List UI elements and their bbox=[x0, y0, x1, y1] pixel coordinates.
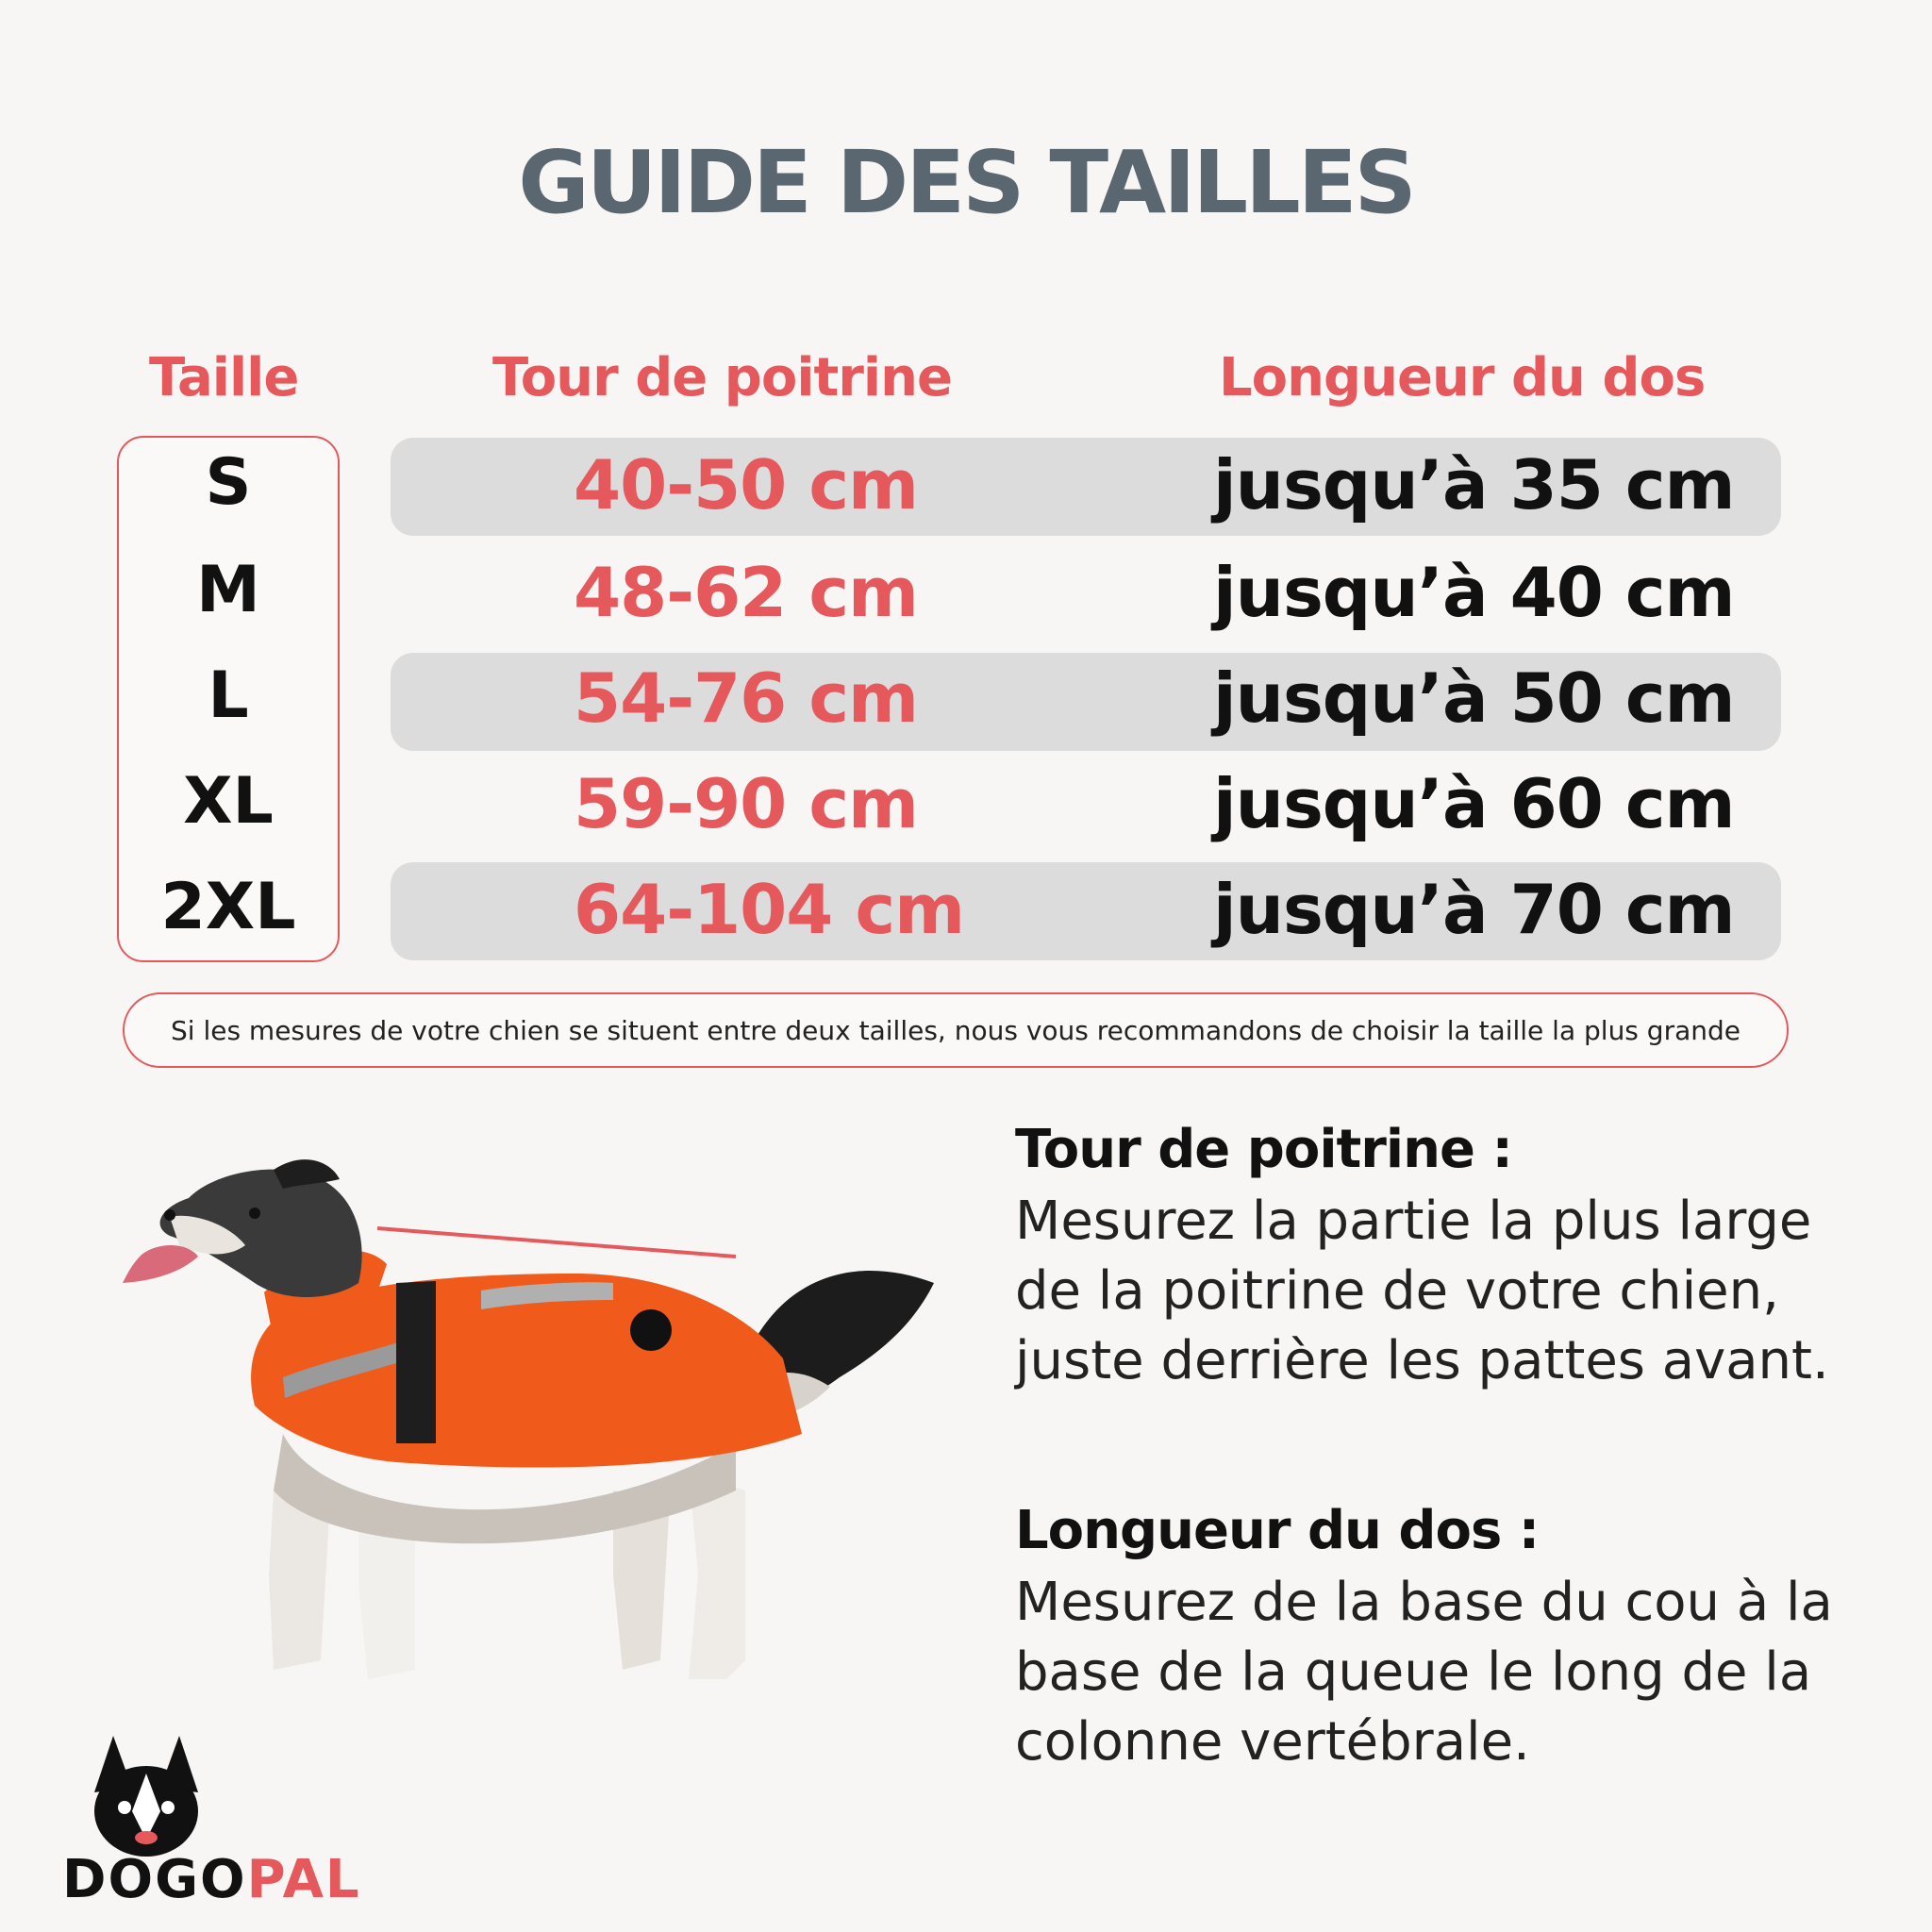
page-title: GUIDE DES TAILLES bbox=[518, 132, 1414, 233]
back-value: jusqu’à 35 cm bbox=[1213, 445, 1735, 525]
size-label: S bbox=[205, 445, 252, 520]
size-note: Si les mesures de votre chien se situent entre deux tailles, nous vous recommandons de choisir la taille la plus grande bbox=[123, 992, 1789, 1068]
dogopal-dog-logo-icon bbox=[57, 1736, 245, 1858]
brand-part-2: PAL bbox=[246, 1849, 361, 1910]
header-chest: Tour de poitrine bbox=[492, 347, 952, 408]
chest-value: 40-50 cm bbox=[574, 445, 919, 525]
back-instruction-title: Longueur du dos : bbox=[1015, 1500, 1540, 1561]
chest-value: 64-104 cm bbox=[574, 870, 965, 949]
chest-instruction-text: Mesurez la partie la plus large de la poitrine de votre chien, juste derrière les pattes avant. bbox=[1015, 1191, 1829, 1391]
back-value: jusqu’à 50 cm bbox=[1213, 658, 1735, 738]
size-label: L bbox=[208, 658, 249, 733]
chest-value: 59-90 cm bbox=[574, 764, 919, 843]
dog-with-orange-coat-illustration bbox=[85, 1132, 991, 1717]
header-size: Taille bbox=[149, 347, 299, 408]
back-value: jusqu’à 70 cm bbox=[1213, 870, 1735, 949]
chest-instruction-title: Tour de poitrine : bbox=[1015, 1119, 1512, 1180]
back-value: jusqu’à 40 cm bbox=[1213, 553, 1735, 632]
chest-value: 54-76 cm bbox=[574, 658, 919, 738]
size-label: M bbox=[196, 553, 260, 627]
back-value: jusqu’à 60 cm bbox=[1213, 764, 1735, 843]
brand-part-1: DOGO bbox=[62, 1849, 247, 1910]
brand-logo-text bbox=[62, 1849, 361, 1910]
back-instruction-text: Mesurez de la base du cou à la base de la queue le long de la colonne vertébrale. bbox=[1015, 1572, 1833, 1773]
chest-value: 48-62 cm bbox=[574, 553, 919, 632]
header-back: Longueur du dos bbox=[1219, 347, 1706, 408]
size-label: XL bbox=[183, 764, 274, 839]
size-label: 2XL bbox=[160, 870, 296, 944]
